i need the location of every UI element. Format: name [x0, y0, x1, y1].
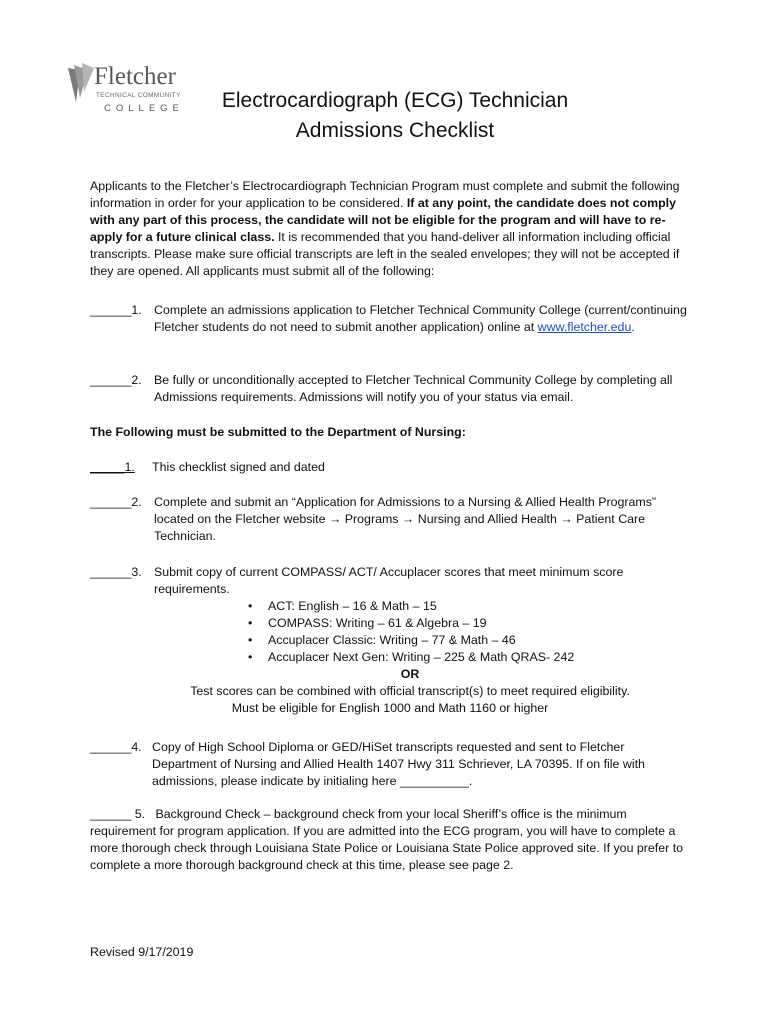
logo-college: COLLEGE — [104, 103, 184, 114]
bullet-compass: • COMPASS: Writing – 61 & Algebra – 19 — [248, 615, 690, 632]
wing-logo-icon — [66, 62, 96, 106]
checklist-item-background-check — [90, 806, 690, 874]
score-note-1: Test scores can be combined with official transcript(s) to meet required eligibility. — [190, 684, 630, 698]
score-note-2: Must be eligible for English 1000 and Math 1160 or higher — [231, 701, 549, 715]
section-heading: The Following must be submitted to the Department of Nursing: — [90, 425, 466, 439]
intro-bold-warning: If at any point, the candidate does not comply with any part of this process, the candidate will not be eligible for the program and will have to re-apply for a future clinical class. — [90, 196, 677, 244]
item-blank-line: ______2. — [90, 495, 142, 509]
item-text: Be fully or unconditionally accepted to Fletcher Technical Community College by completing all Admissions requirements. Admissions will notify you of your status via email. — [154, 373, 673, 404]
checklist-item-accepted — [90, 372, 690, 406]
item-blank-line: ______ 5. — [90, 807, 146, 821]
score-bullet-list — [248, 598, 690, 666]
title-line-1: Electrocardiograph (ECG) Technician — [221, 89, 569, 112]
bullet-accuplacer-classic: • Accuplacer Classic: Writing – 77 & Math – 46 — [248, 632, 690, 649]
item-text: Copy of High School Diploma or GED/HiSet transcripts requested and sent to Fletcher Department of Nursing and Allied Health 1407 Hwy 311 Schriever, LA 70395. If on file with admissions, please indicate by initialing here __________. — [152, 740, 645, 788]
item-text: Complete and submit an “Application for Admissions to a Nursing & Allied Health Programs” located on the Fletcher website → Programs → Nursing and Allied Health → Patient Care Technician. — [154, 495, 657, 543]
title-line-2: Admissions Checklist — [295, 119, 495, 142]
item-blank-line: ______4. — [90, 740, 142, 754]
checklist-item-test-scores — [90, 564, 690, 717]
item-text: Submit copy of current COMPASS/ ACT/ Accuplacer scores that meet minimum score requirements. — [154, 565, 624, 596]
logo-subtitle: TECHNICAL COMMUNITY — [96, 92, 181, 99]
checklist-item-nursing-application — [90, 494, 690, 545]
item-text: Background Check – background check from your local Sheriff’s office is the minimum requirement for program application. If you are admitted into the ECG program, you will have to complete a more thorough check through Louisiana State Police or Louisiana State Police approved site. If you prefer to complete a more thorough background check at this time, please see page 2. — [90, 807, 684, 872]
item-blank-line: ______1. — [90, 303, 142, 317]
intro-text-1: Applicants to the Fletcher’s Electrocardiograph Technician Program must complete and submit the following information in order for your application to be considered. — [90, 179, 680, 210]
or-separator: OR — [400, 667, 420, 681]
bullet-act: • ACT: English – 16 & Math – 15 — [248, 598, 690, 615]
checklist-item-diploma — [90, 739, 690, 790]
page-title — [190, 86, 600, 146]
fletcher-website-link[interactable]: www.fletcher.edu — [537, 320, 632, 334]
bullet-accuplacer-next-gen: • Accuplacer Next Gen: Writing – 225 & Math QRAS- 242 — [248, 649, 690, 666]
logo-name: Fletcher — [94, 63, 176, 90]
item-blank-line: ______3. — [90, 565, 142, 579]
checklist-item-admissions-application — [90, 302, 690, 336]
item-text: This checklist signed and dated — [152, 460, 325, 474]
item-blank-line: _____1. — [90, 460, 135, 474]
item-text: Complete an admissions application to Fletcher Technical Community College (current/continuing Fletcher students do not need to submit another application) online at — [154, 303, 687, 334]
item-blank-line: ______2. — [90, 373, 142, 387]
fletcher-logo — [66, 62, 186, 122]
item-text-end: . — [631, 320, 635, 334]
intro-text-2: It is recommended that you hand-deliver all information including official transcripts. Please make sure official transcripts are left in the sealed envelopes; they will not be accepted if they are opened. All applicants must submit all of the following: — [90, 230, 680, 278]
revised-date: Revised 9/17/2019 — [90, 945, 194, 959]
intro-paragraph — [90, 178, 690, 280]
checklist-item-signed — [90, 459, 690, 476]
